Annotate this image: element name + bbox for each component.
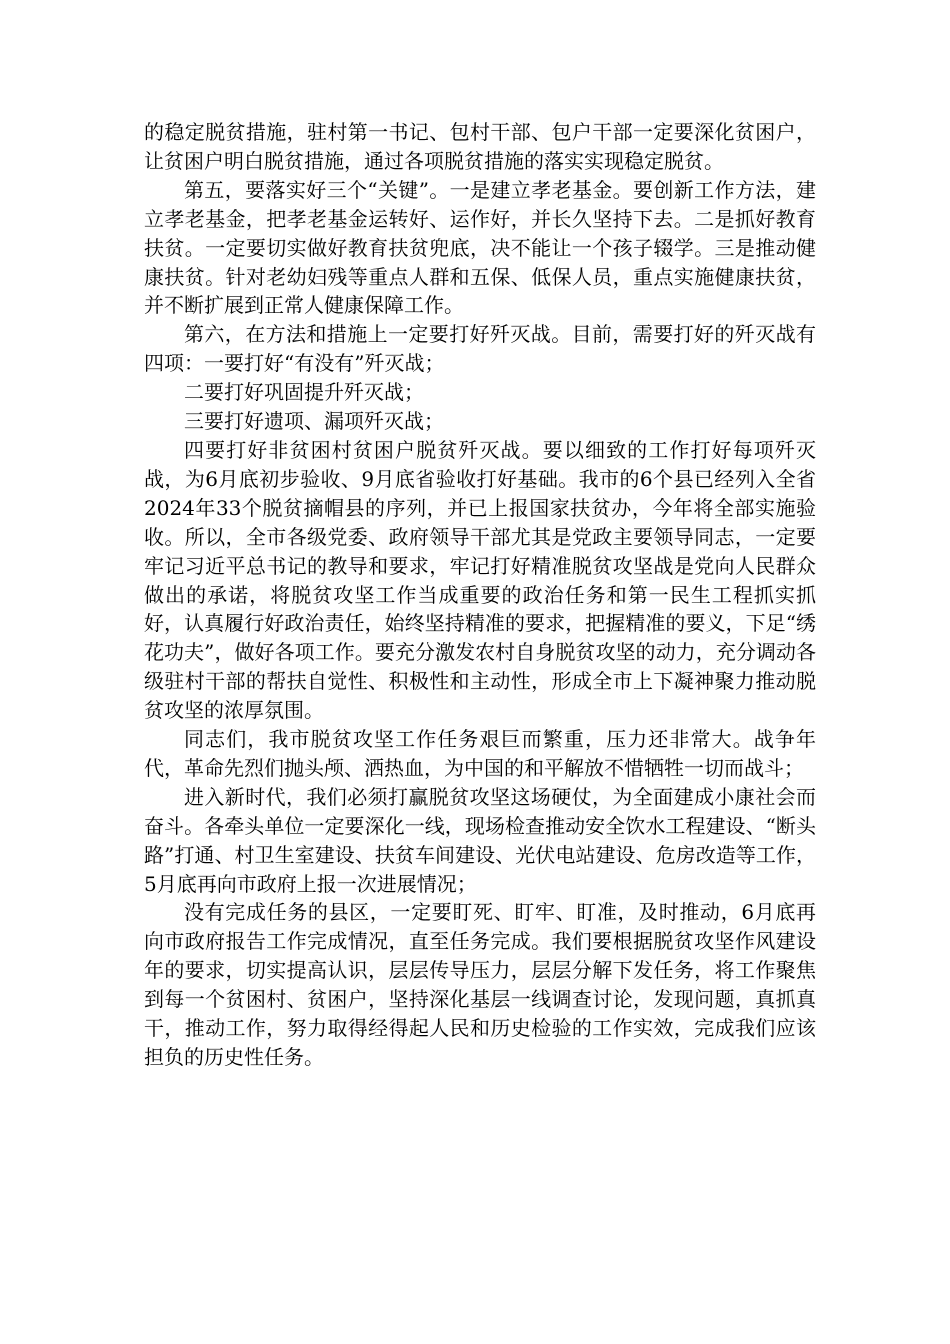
paragraph-fourth-battle: 四要打好非贫困村贫困户脱贫歼灭战。要以细致的工作打好每项歼灭战，为6月底初步验收、9月底省验收打好基础。我市的6个县已经列入全省2024年33个脱贫摘帽县的序列，并已上报国家扶贫办，今年将全部实施验收。所以，全市各级党委、政府领导干部尤其是党政主要领导同志，一定要牢记习近平总书记的教导和要求，牢记打好精准脱贫攻坚战是党向人民群众做出的承诺，将脱贫攻坚工作当成重要的政治任务和第一民生工程抓实抓好，认真履行好政治责任，始终坚持精准的要求，把握精准的要义，下足“绣花功夫”，做好各项工作。要充分激发农村自身脱贫攻坚的动力，充分调动各级驻村干部的帮扶自觉性、积极性和主动性，形成全市上下凝神聚力推动脱贫攻坚的浓厚氛围。 [144, 437, 816, 723]
paragraph-continuation: 的稳定脱贫措施，驻村第一书记、包村干部、包户干部一定要深化贫困户，让贫困户明白脱贫措施，通过各项脱贫措施的落实实现稳定脱贫。 [144, 120, 816, 173]
document-body [144, 118, 816, 1072]
paragraph-point-five: 第五，要落实好三个“关键”。一是建立孝老基金。要创新工作方法，建立孝老基金，把孝老基金运转好、运作好，并长久坚持下去。二是抓好教育扶贫。一定要切实做好教育扶贫兜底，决不能让一个孩子辍学。三是推动健康扶贫。针对老幼妇残等重点人群和五保、低保人员，重点实施健康扶贫，并不断扩展到正常人健康保障工作。 [144, 177, 816, 318]
paragraph-comrades: 同志们，我市脱贫攻坚工作任务艰巨而繁重，压力还非常大。战争年代，革命先烈们抛头颅、洒热血，为中国的和平解放不惜牺牲一切而战斗； [144, 727, 816, 780]
paragraph-new-era: 进入新时代，我们必须打赢脱贫攻坚这场硬仗，为全面建成小康社会而奋斗。各牵头单位一定要深化一线，现场检查推动安全饮水工程建设、“断头路”打通、村卫生室建设、扶贫车间建设、光伏电站建设、危房改造等工作，5月底再向市政府上报一次进展情况； [144, 784, 816, 896]
paragraph-unfinished-tasks: 没有完成任务的县区，一定要盯死、盯牢、盯准，及时推动，6月底再向市政府报告工作完成情况，直至任务完成。我们要根据脱贫攻坚作风建设年的要求，切实提高认识，层层传导压力，层层分解下发任务，将工作聚焦到每一个贫困村、贫困户，坚持深化基层一线调查讨论，发现问题，真抓真干，推动工作，努力取得经得起人民和历史检验的工作实效，完成我们应该担负的历史性任务。 [144, 900, 816, 1069]
paragraph-second-battle: 二要打好巩固提升歼灭战； [184, 380, 424, 405]
paragraph-point-six: 第六，在方法和措施上一定要打好歼灭战。目前，需要打好的歼灭战有四项：一要打好“有没有”歼灭战； [144, 322, 816, 376]
paragraph-third-battle: 三要打好遗项、漏项歼灭战； [184, 409, 444, 434]
